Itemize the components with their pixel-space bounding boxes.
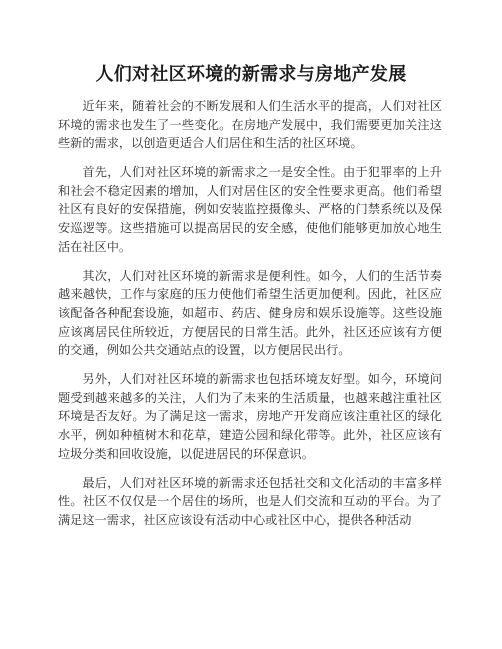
paragraph-environment: 另外，人们对社区环境的新需求也包括环境友好型。如今，环境问题受到越来越多的关注，人们为了未来的生活质量，也越来越注重社区环境是否友好。为了满足这一需求，房地产开发商应该注重社区的绿化水平，例如种植树木和花草，建造公园和绿化带等。此外，社区应该有垃圾分类和回收设施，以促进居民的环保意识。 [58,372,442,461]
paragraph-safety: 首先，人们对社区环境的新需求之一是安全性。由于犯罪率的上升和社会不稳定因素的增加，人们对居住区的安全性要求更高。他们希望社区有良好的安保措施，例如安装监控摄像头、严格的门禁系统以及保安巡逻等。这些措施可以提高居民的安全感，使他们能够更加放心地生活在社区中。 [58,165,442,254]
paragraph-convenience: 其次，人们对社区环境的新需求是便利性。如今，人们的生活节奏越来越快，工作与家庭的压力使他们希望生活更加便利。因此，社区应该配备各种配套设施，如超市、药店、健身房和娱乐设施等。这些设施应该离居民住所较近，方便居民的日常生活。此外，社区还应该有方便的交通，例如公共交通站点的设置，以方便居民出行。 [58,268,442,358]
paragraph-social: 最后，人们对社区环境的新需求还包括社交和文化活动的丰富多样性。社区不仅仅是一个居住的场所，也是人们交流和互动的平台。为了满足这一需求，社区应该设有活动中心或社区中心，提供各种活动 [58,475,442,527]
document-title: 人们对社区环境的新需求与房地产发展 [95,64,407,85]
document-body [58,97,442,540]
paragraph-intro: 近年来，随着社会的不断发展和人们生活水平的提高，人们对社区环境的需求也发生了一些变化。在房地产发展中，我们需要更加关注这些新的需求，以创造更适合人们居住和生活的社区环境。 [58,99,442,151]
